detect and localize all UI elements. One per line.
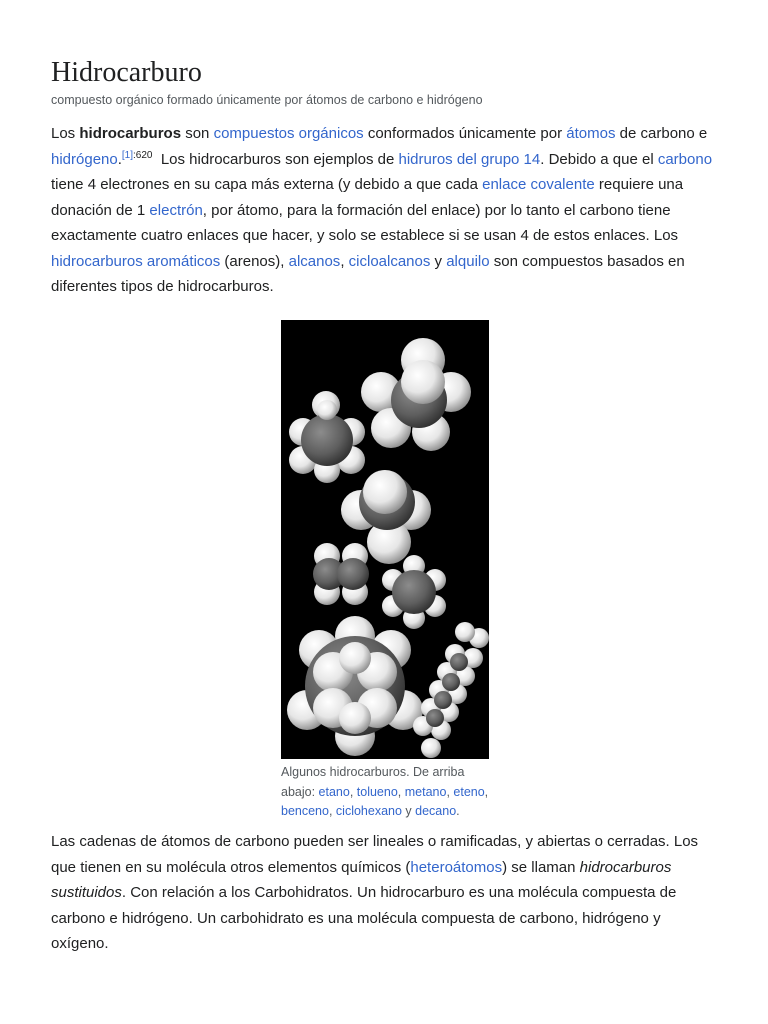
text: (arenos), bbox=[220, 252, 289, 270]
caption-link-ciclohexano[interactable]: ciclohexano bbox=[335, 804, 402, 818]
text: requiere una donación de 1 bbox=[51, 176, 684, 219]
link-compuestos-organicos[interactable]: compuestos orgánicos bbox=[213, 125, 364, 142]
caption-text: Algunos hidrocarburos. De arriba abajo: bbox=[281, 765, 465, 799]
reference-link[interactable]: [1] bbox=[121, 149, 134, 161]
link-carbono[interactable]: carbono bbox=[657, 150, 713, 168]
text: , por átomo, para la formación del enlace) por lo tanto el carbono tiene exactamente cuatro enlaces que hacer, y solo se establece si se usan 4 de estos enlaces. Los bbox=[51, 201, 679, 244]
link-cicloalcanos[interactable]: cicloalcanos bbox=[348, 252, 431, 270]
page-subtitle: compuesto orgánico formado únicamente por átomos de carbono e hidrógeno bbox=[51, 93, 483, 107]
link-hidrogeno[interactable]: hidrógeno bbox=[51, 150, 118, 168]
text: y bbox=[430, 252, 447, 270]
text: Los bbox=[51, 125, 80, 142]
text: conformados únicamente por bbox=[363, 125, 567, 142]
caption-link-metano[interactable]: metano bbox=[404, 784, 447, 799]
link-heteroatomos[interactable]: heteroátomos bbox=[410, 858, 503, 876]
separator: . bbox=[456, 804, 460, 818]
bold-term: hidrocarburos bbox=[79, 125, 182, 142]
hydrocarbons-image[interactable] bbox=[281, 320, 489, 759]
figure bbox=[281, 320, 489, 822]
caption-link-decano[interactable]: decano bbox=[415, 804, 457, 818]
separator: y bbox=[401, 804, 416, 818]
text: . Debido a que el bbox=[540, 150, 658, 168]
link-hidrocarburos-aromaticos[interactable]: hidrocarburos aromáticos bbox=[51, 252, 221, 270]
italic-term: hidrocarburos sustituidos bbox=[51, 858, 672, 901]
second-paragraph bbox=[51, 829, 718, 957]
separator: , bbox=[446, 784, 454, 799]
caption-link-etano[interactable]: etano bbox=[318, 784, 350, 799]
caption-link-benceno[interactable]: benceno bbox=[281, 804, 329, 818]
separator: , bbox=[328, 804, 336, 818]
caption-link-eteno[interactable]: eteno bbox=[453, 784, 485, 799]
text: de carbono e bbox=[615, 125, 708, 142]
separator: , bbox=[484, 784, 489, 799]
page-title: Hidrocarburo bbox=[51, 57, 202, 88]
text: son bbox=[181, 125, 214, 142]
link-alquilo[interactable]: alquilo bbox=[446, 252, 490, 270]
text: . Con relación a los Carbohidratos. Un hidrocarburo es una molécula compuesta de carbono e hidrógeno. Un carbohidrato es una molécula compuesta de carbono, hidrógeno y oxígeno. bbox=[51, 884, 677, 952]
link-atomos[interactable]: átomos bbox=[566, 125, 616, 142]
separator: , bbox=[349, 784, 357, 799]
caption-link-tolueno[interactable]: tolueno bbox=[356, 784, 398, 799]
link-hidruros[interactable]: hidruros del grupo 14 bbox=[398, 150, 541, 168]
link-alcanos[interactable]: alcanos bbox=[288, 252, 341, 270]
text: . bbox=[117, 150, 122, 168]
text: tiene 4 electrones en su capa más externa (y debido a que cada bbox=[51, 176, 483, 193]
reference-page: :620 bbox=[133, 149, 153, 161]
figure-caption bbox=[281, 763, 489, 822]
intro-paragraph bbox=[51, 121, 718, 300]
reference bbox=[122, 150, 153, 161]
separator: , bbox=[397, 784, 405, 799]
text: Las cadenas de átomos de carbono pueden ser lineales o ramificadas, y abiertas o cerradas. Los que tienen en su molécula otros elementos químicos ( bbox=[51, 833, 699, 876]
link-electron[interactable]: electrón bbox=[149, 201, 203, 219]
link-enlace-covalente[interactable]: enlace covalente bbox=[482, 176, 595, 193]
text: Los hidrocarburos son ejemplos de bbox=[152, 150, 399, 168]
text: son compuestos basados en diferentes tipos de hidrocarburos. bbox=[51, 252, 685, 295]
text: , bbox=[340, 252, 349, 270]
text: ) se llaman bbox=[502, 858, 580, 876]
